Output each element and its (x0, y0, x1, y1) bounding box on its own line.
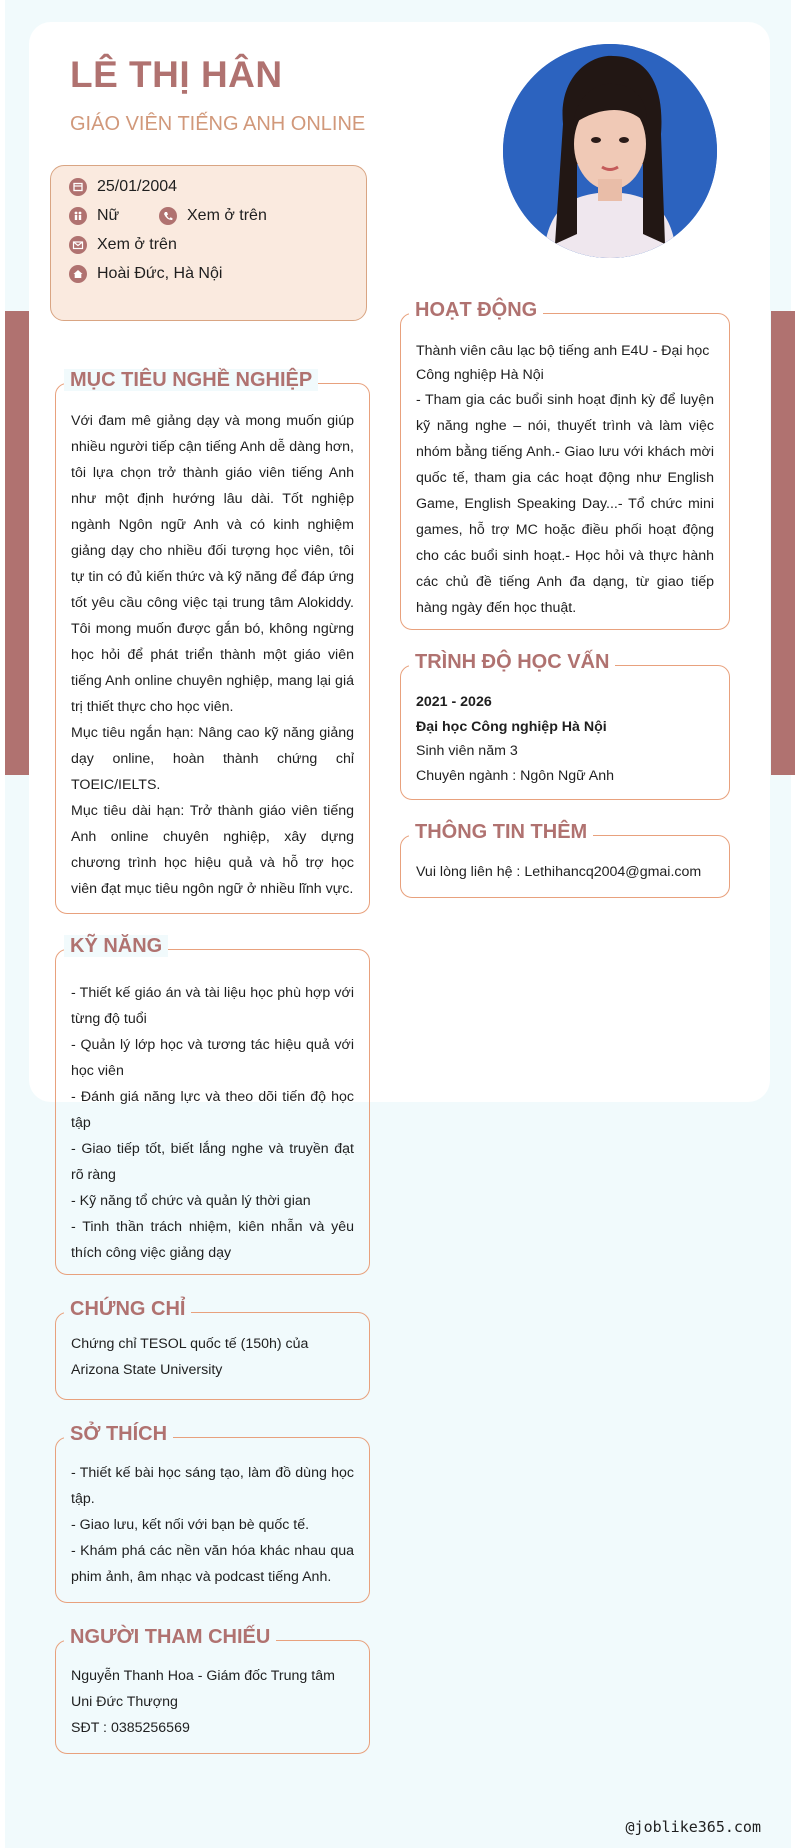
references-section (55, 1626, 370, 1754)
email-icon (69, 236, 87, 254)
extra-info-text: Vui lòng liên hệ : Lethihancq2004@gmai.com (416, 864, 702, 880)
education-school: Đại học Công nghiệp Hà Nội (416, 718, 607, 735)
certificates-section (55, 1298, 370, 1400)
education-year-of-study: Sinh viên năm 3 (416, 743, 518, 759)
certificates-title: CHỨNG CHỈ (64, 1298, 191, 1320)
activities-body (416, 339, 714, 621)
extra-info-section (400, 821, 730, 898)
contact-box (50, 165, 367, 321)
education-years: 2021 - 2026 (416, 694, 492, 710)
list-item: - Thiết kế giáo án và tài liệu học phù hợp với từng độ tuổi (71, 985, 354, 1027)
objective-body (71, 408, 354, 902)
gender-icon (69, 207, 87, 225)
skills-list (71, 980, 354, 1266)
activity-heading: Thành viên câu lạc bộ tiếng anh E4U - Đại học Công nghiệp Hà Nội (416, 343, 710, 383)
objective-title: MỤC TIÊU NGHỀ NGHIỆP (64, 369, 318, 391)
objective-paragraph: Mục tiêu dài hạn: Trở thành giáo viên tiếng Anh online chuyên nghiệp, xây dựng chương trình học hiệu quả và hỗ trợ học viên đạt mục tiêu ngôn ngữ ở nhiều lĩnh vực. (71, 803, 354, 897)
skills-section (55, 935, 370, 1275)
skills-title: KỸ NĂNG (64, 935, 168, 957)
objective-paragraph: Mục tiêu ngắn hạn: Nâng cao kỹ năng giảng dạy online, hoàn thành chứng chỉ TOEIC/IELTS. (71, 725, 354, 793)
job-title: GIÁO VIÊN TIẾNG ANH ONLINE (70, 113, 366, 135)
gender-row (69, 207, 119, 225)
activities-section (400, 299, 730, 630)
activity-text: - Tham gia các buổi sinh hoạt định kỳ để luyện kỹ năng nghe – nói, thuyết trình và làm việc nhóm bằng tiếng Anh.- Giao lưu với khách mời quốc tế, tham gia các hoạt động như English Game, English Speaking Day...- Tổ chức mini games, hỗ trợ MC hoặc điều phối hoạt động cho các buổi sinh hoạt.- Học hỏi và thực hành các chủ đề tiếng Anh đa dạng, từ giao tiếp hàng ngày đến học thuật. (416, 392, 714, 616)
list-item: - Tinh thần trách nhiệm, kiên nhẫn và yêu thích công việc giảng dạy (71, 1219, 354, 1261)
right-accent-bar (771, 311, 795, 775)
birthdate: 25/01/2004 (97, 178, 178, 195)
list-item: - Khám phá các nền văn hóa khác nhau qua phim ảnh, âm nhạc và podcast tiếng Anh. (71, 1543, 354, 1585)
left-accent-bar (5, 311, 29, 775)
phone-row (159, 207, 267, 225)
activities-title: HOẠT ĐỘNG (409, 299, 543, 321)
email-row (69, 236, 177, 254)
list-item: - Kỹ năng tổ chức và quản lý thời gian (71, 1193, 311, 1209)
hobbies-list (71, 1460, 354, 1590)
objective-section (55, 369, 370, 914)
education-title: TRÌNH ĐỘ HỌC VẤN (409, 651, 615, 673)
candidate-name: LÊ THỊ HÂN (70, 54, 283, 95)
certificate-text: Chứng chỉ TESOL quốc tế (150h) của Arizona State University (71, 1336, 309, 1378)
calendar-icon (69, 178, 87, 196)
list-item: - Thiết kế bài học sáng tạo, làm đồ dùng học tập. (71, 1465, 354, 1507)
references-title: NGƯỜI THAM CHIẾU (64, 1626, 276, 1648)
phone: Xem ở trên (187, 207, 267, 224)
profile-photo (503, 44, 717, 258)
list-item: - Đánh giá năng lực và theo dõi tiến độ học tập (71, 1089, 354, 1131)
education-major: Chuyên ngành : Ngôn Ngữ Anh (416, 767, 615, 784)
phone-icon (159, 207, 177, 225)
education-body (416, 690, 714, 788)
extra-info-title: THÔNG TIN THÊM (409, 821, 593, 843)
address-row (69, 265, 222, 283)
gender: Nữ (97, 207, 120, 224)
watermark: @joblike365.com (625, 1818, 761, 1836)
reference-name: Nguyễn Thanh Hoa - Giám đốc Trung tâm Uni Đức Thượng (71, 1668, 335, 1710)
list-item: - Giao lưu, kết nối với bạn bè quốc tế. (71, 1517, 310, 1533)
list-item: - Giao tiếp tốt, biết lắng nghe và truyền đạt rõ ràng (71, 1141, 354, 1183)
birthdate-row (69, 178, 177, 196)
address: Hoài Đức, Hà Nội (97, 265, 223, 282)
hobbies-title: SỞ THÍCH (64, 1423, 173, 1445)
objective-paragraph: Với đam mê giảng dạy và mong muốn giúp nhiều người tiếp cận tiếng Anh dễ dàng hơn, tôi lựa chọn trở thành giáo viên tiếng Anh như một định hướng lâu dài. Tốt nghiệp ngành Ngôn ngữ Anh và có kinh nghiệm giảng dạy cho nhiều đối tượng học viên, tôi tự tin có đủ kiến thức và kỹ năng để đáp ứng tốt yêu cầu công việc tại trung tâm Alokiddy. Tôi mong muốn được gắn bó, không ngừng học hỏi để phát triển thành một giáo viên tiếng Anh online chuyên nghiệp, mang lại giá trị thiết thực cho học viên. (71, 413, 354, 715)
references-body (71, 1663, 354, 1741)
hobbies-section (55, 1423, 370, 1603)
home-icon (69, 265, 87, 283)
email: Xem ở trên (97, 236, 177, 253)
reference-phone: SĐT : 0385256569 (71, 1720, 190, 1736)
education-section (400, 651, 730, 800)
list-item: - Quản lý lớp học và tương tác hiệu quả với học viên (71, 1037, 354, 1079)
